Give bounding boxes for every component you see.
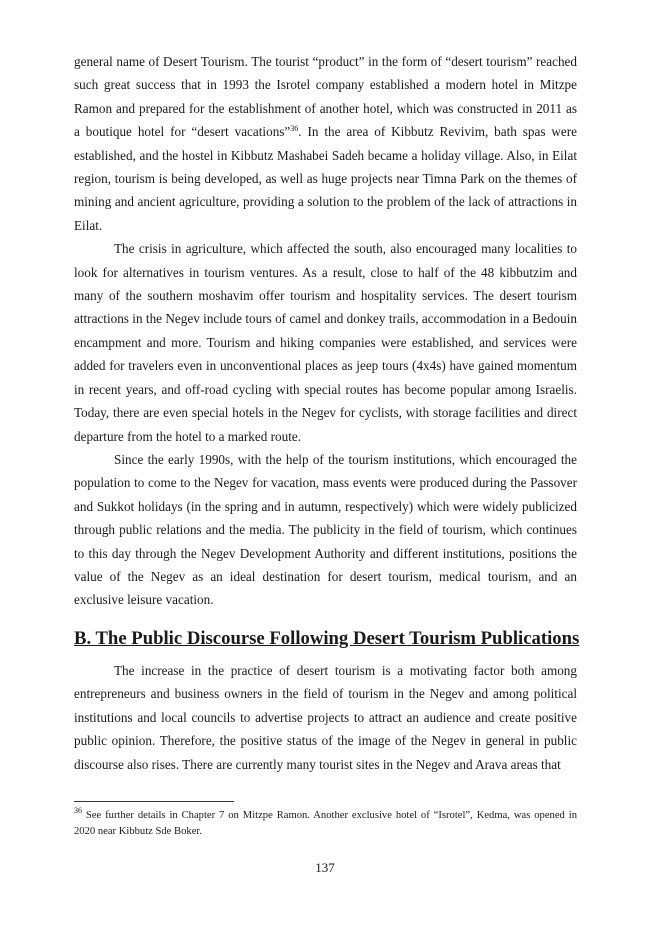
footnote-divider <box>74 801 234 802</box>
footnote <box>74 808 577 839</box>
paragraph-4: The increase in the practice of desert tourism is a motivating factor both among entrepreneurs and business owners in the field of tourism in the Negev and among political institutions and local councils to advertise projects to attract an audience and create positive public opinion. Therefore, the positive status of the image of the Negev in general in public discourse also rises. There are currently many tourist sites in the Negev and Arava areas that <box>74 663 577 772</box>
paragraph-2: The crisis in agriculture, which affected the south, also encouraged many localities to look for alternatives in tourism ventures. As a result, close to half of the 48 kibbutzim and many of the southern moshavim offer tourism and hospitality services. The desert tourism attractions in the Negev include tours of camel and donkey trails, accommodation in a Bedouin encampment and more. Tourism and hiking companies were established, and services were added for travelers even in unconventional places as jeep tours (4x4s) have gained momentum in recent years, and off-road cycling with special routes has become popular among Israelis. Today, there are even special hotels in the Negev for cyclists, with storage facilities and direct departure from the hotel to a marked route. <box>74 241 577 444</box>
body-text-lower <box>74 659 577 776</box>
body-text-upper <box>74 50 577 612</box>
page-number: 137 <box>315 860 335 875</box>
footnote-ref-36[interactable]: 36 <box>290 124 299 134</box>
paragraph-3: Since the early 1990s, with the help of the tourism institutions, which encouraged the population to come to the Negev for vacation, mass events were produced during the Passover and Sukkot holidays (in the spring and in autumn, respectively) which were widely publicized through public relations and the media. The publicity in the field of tourism, which continues to this day through the Negev Development Authority and different institutions, positions the value of the Negev as an ideal destination for desert tourism, medical tourism, and an exclusive leisure vacation. <box>74 451 577 608</box>
section-heading: B. The Public Discourse Following Desert Tourism Publications <box>74 628 580 649</box>
paragraph-1 <box>74 50 577 237</box>
footnote-number: 36 <box>74 806 82 815</box>
paragraph-1-text-b: . In the area of Kibbutz Revivim, bath spas were established, and the hostel in Kibbutz Mashabei Sadeh became a holiday village. Also, in Eilat region, tourism is being developed, as well as huge projects near Timna Park on the themes of mining and ancient agriculture, providing a solution to the problem of the lack of attractions in Eilat. <box>74 124 577 233</box>
paragraph-1-text-a: general name of Desert Tourism. The tourist “product” in the form of “desert tourism” reached such great success that in 1993 the Isrotel company established a modern hotel in Mitzpe Ramon and prepared for the establishment of another hotel, which was constructed in 2011 as a boutique hotel for “desert vacations” <box>74 54 577 140</box>
footnote-text: See further details in Chapter 7 on Mitzpe Ramon. Another exclusive hotel of “Isrotel”, Kedma, was opened in 2020 near Kibbutz Sde Boker. <box>74 810 577 837</box>
